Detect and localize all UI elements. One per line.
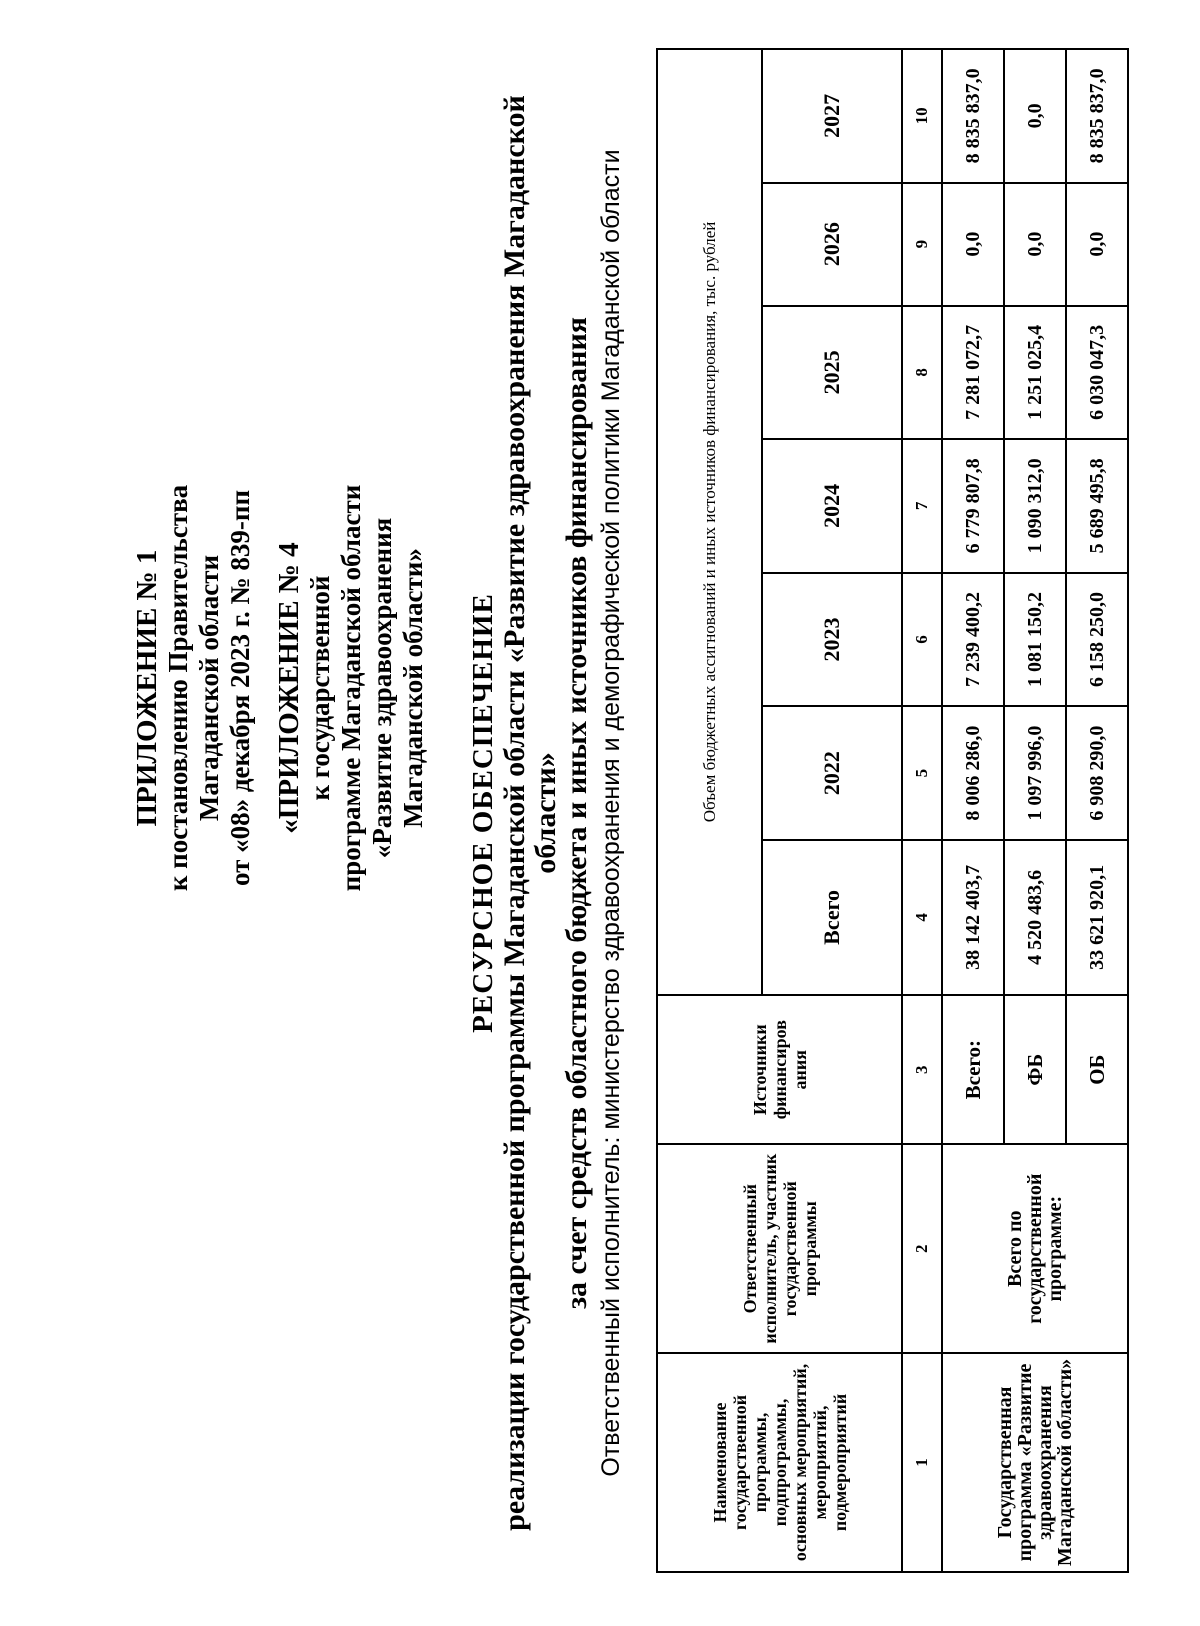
header-year: 2024 — [762, 439, 902, 573]
value-cell: 33 621 920,1 — [1066, 840, 1128, 995]
executor-cell: Всего по государственной программе: — [942, 1145, 1128, 1353]
header-sources: Источники финансиров ания — [657, 995, 902, 1145]
header-year: 2022 — [762, 706, 902, 840]
value-cell: 6 030 047,3 — [1066, 306, 1128, 440]
source-cell: ОБ — [1066, 995, 1128, 1145]
header-program-name: Наименование государственной программы, подпрограммы, основных мероприятий, мероприятий, подмероприятий — [657, 1353, 902, 1572]
value-cell: 7 239 400,2 — [942, 573, 1004, 707]
appendix-1-line: к постановлению Правительства — [163, 484, 193, 892]
table-row — [942, 49, 1004, 1572]
column-number: 6 — [902, 573, 942, 707]
value-cell: 6 158 250,0 — [1066, 573, 1128, 707]
header-year: 2026 — [762, 183, 902, 306]
program-name-cell: Государственная программа «Развитие здравоохранения Магаданской области» — [942, 1353, 1128, 1572]
value-cell: 0,0 — [1004, 183, 1066, 306]
header-year: 2025 — [762, 306, 902, 440]
header-year: 2023 — [762, 573, 902, 707]
appendix-header — [132, 388, 429, 988]
column-number: 2 — [902, 1145, 942, 1353]
column-number: 1 — [902, 1353, 942, 1572]
spacer — [256, 388, 274, 988]
value-cell: 1 251 025,4 — [1004, 306, 1066, 440]
title-line: за счет средств областного бюджета и иных источников финансирования — [560, 317, 593, 1309]
resource-table — [656, 48, 1129, 1573]
value-cell: 1 097 996,0 — [1004, 706, 1066, 840]
value-cell: 1 090 312,0 — [1004, 439, 1066, 573]
value-cell: 5 689 495,8 — [1066, 439, 1128, 573]
appendix-4-line: программе Магаданской области — [336, 484, 366, 892]
column-number: 4 — [902, 840, 942, 995]
column-number: 9 — [902, 183, 942, 306]
title-line: реализации государственной программы Магаданской области «Развитие здравоохранения Магаданской области» — [498, 95, 562, 1531]
appendix-1-title: ПРИЛОЖЕНИЕ № 1 — [131, 549, 163, 827]
value-cell: 38 142 403,7 — [942, 840, 1004, 995]
column-number: 7 — [902, 439, 942, 573]
header-volume: Объем бюджетных ассигнований и иных источников финансирования, тыс. рублей — [657, 49, 762, 995]
appendix-1-line: Магаданской области — [194, 554, 224, 822]
value-cell: 4 520 483,6 — [1004, 840, 1066, 995]
header-executor: Ответственный исполнитель, участник государственной программы — [657, 1145, 902, 1353]
value-cell: 6 908 290,0 — [1066, 706, 1128, 840]
column-number: 5 — [902, 706, 942, 840]
value-cell: 1 081 150,2 — [1004, 573, 1066, 707]
value-cell: 6 779 807,8 — [942, 439, 1004, 573]
document-title — [468, 58, 592, 1568]
appendix-1-date: от «08» декабря 2023 г. № 839-пп — [225, 489, 255, 887]
appendix-4-line: к государственной — [305, 575, 335, 801]
value-cell: 8 006 286,0 — [942, 706, 1004, 840]
rotated-document-page — [20, 18, 1180, 1608]
responsible-executor: Ответственный исполнитель: министерство здравоохранения и демографической политики Магаданской области — [597, 149, 625, 1477]
value-cell: 8 835 837,0 — [1066, 49, 1128, 183]
column-number: 8 — [902, 306, 942, 440]
column-number: 3 — [902, 995, 942, 1145]
header-total: Всего — [762, 840, 902, 995]
value-cell: 8 835 837,0 — [942, 49, 1004, 183]
value-cell: 7 281 072,7 — [942, 306, 1004, 440]
appendix-4-line: «Развитие здравоохранения — [367, 517, 397, 859]
value-cell: 0,0 — [942, 183, 1004, 306]
value-cell: 0,0 — [1004, 49, 1066, 183]
header-year: 2027 — [762, 49, 902, 183]
source-cell: Всего: — [942, 995, 1004, 1145]
appendix-4-line: Магаданской области» — [398, 548, 428, 828]
column-number: 10 — [902, 49, 942, 183]
value-cell: 0,0 — [1066, 183, 1128, 306]
appendix-4-title: «ПРИЛОЖЕНИЕ № 4 — [273, 542, 305, 834]
source-cell: ФБ — [1004, 995, 1066, 1145]
title-main: РЕСУРСНОЕ ОБЕСПЕЧЕНИЕ — [467, 593, 499, 1033]
